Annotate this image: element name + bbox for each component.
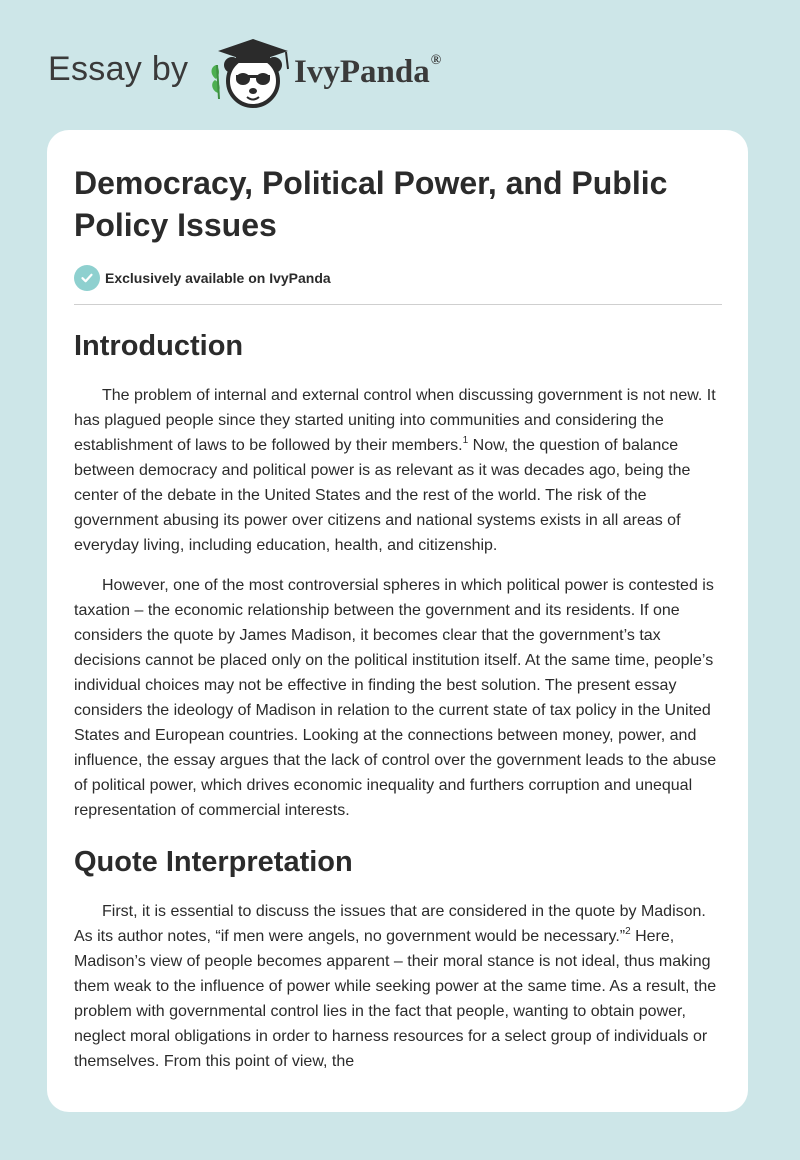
paragraph: However, one of the most controversial spheres in which political power is contested is taxation – the economic relationship between the government and its residents. If one considers the quote by James Madison, it becomes clear that the government’s tax decisions cannot be placed only on the political institution itself. At the same time, people’s individual choices may not be effective in finding the best solution. The present essay considers the ideology of Madison in relation to the current state of tax policy in the United States and European countries. Looking at the connections between money, power, and influence, the essay argues that the lack of control over the government leads to the abuse of political power, which drives economic inequality and furthers corruption and unequal representation of commercial interests. <box>74 577 717 819</box>
panda-logo-icon[interactable] <box>206 35 296 111</box>
footnote-ref[interactable]: 2 <box>625 925 631 937</box>
brand-name-text: IvyPanda <box>294 54 430 90</box>
paragraph: First, it is essential to discuss the issues that are considered in the quote by Madison. As its author notes, “if men were angels, no government would be necessary.”$^2$ Here, Madison’s view of people becomes apparent – their moral stance is not ideal, thus making them weak to the influence of power while seeking power at the same time. As a result, the problem with governmental control lies in the fact that people, wanting to obtain power, neglect moral obligations in order to harness resources for a select group of individuals or themselves. From this point of view, the <box>74 903 717 1070</box>
brand-name[interactable] <box>294 54 441 91</box>
section-heading-quote-interpretation: Quote Interpretation <box>74 846 353 878</box>
divider <box>74 304 722 305</box>
section-heading-introduction: Introduction <box>74 330 244 362</box>
paragraph: The problem of internal and external control when discussing government is not new. It has plagued people since they started uniting into communities and considering the establishment of laws to be followed by their members.$^1$ Now, the question of balance between democracy and political power is as relevant as it was decades ago, being the center of the debate in the United States and the rest of the world. The risk of the government abusing its power over citizens and national systems exists in all areas of everyday living, including education, health, and citizenship. <box>74 387 716 554</box>
article-title: Democracy, Political Power, and Public Policy Issues <box>74 165 668 243</box>
badge-label: Exclusively available on IvyPanda <box>105 270 331 286</box>
site-header <box>48 30 548 110</box>
registered-mark: ® <box>430 53 442 68</box>
footnote-ref[interactable]: 1 <box>462 434 469 446</box>
exclusive-badge <box>74 264 724 292</box>
essay-by-label: Essay by <box>48 50 189 88</box>
article-card <box>47 130 748 1112</box>
article-content <box>74 162 724 1074</box>
check-icon <box>74 265 100 291</box>
